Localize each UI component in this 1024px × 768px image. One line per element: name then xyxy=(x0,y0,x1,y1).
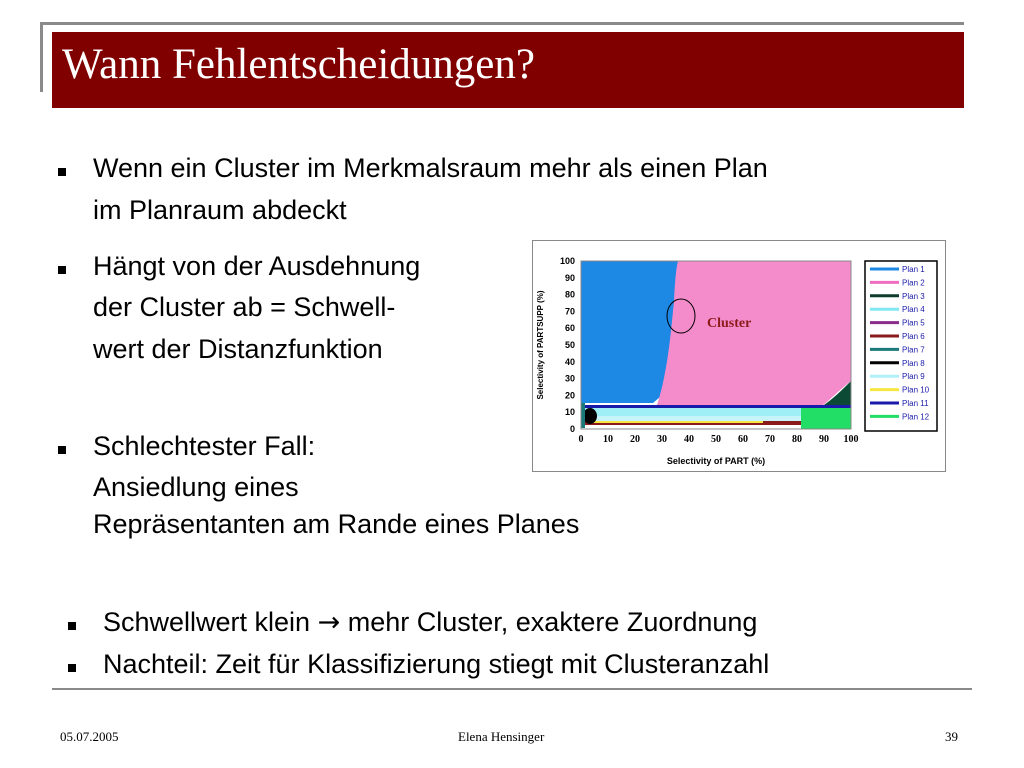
cluster-annotation: Cluster xyxy=(707,316,752,331)
legend-label: Plan 9 xyxy=(902,372,925,382)
bullet-1-line-1: Wenn ein Cluster im Merkmalsraum mehr als einen Plan xyxy=(93,153,768,183)
region-plan-12 xyxy=(801,407,851,429)
legend-label: Plan 12 xyxy=(902,412,930,422)
plan-diagram-svg xyxy=(533,241,945,471)
x-tick-label: 10 xyxy=(603,434,613,445)
x-tick-label: 60 xyxy=(738,434,748,445)
y-axis-ticks xyxy=(560,256,575,434)
bullet-1-line-2: im Planraum abdeckt xyxy=(93,195,347,225)
y-tick-label: 30 xyxy=(564,373,575,384)
x-tick-label: 90 xyxy=(819,434,829,445)
bullet-3-line-1: Schlechtester Fall: xyxy=(93,431,316,461)
legend-label: Plan 4 xyxy=(902,305,925,315)
legend-label: Plan 1 xyxy=(902,265,925,274)
legend-label: Plan 6 xyxy=(902,332,925,341)
x-tick-label: 0 xyxy=(578,434,584,445)
y-tick-label: 20 xyxy=(564,390,575,401)
y-tick-label: 60 xyxy=(564,323,575,334)
x-axis-ticks xyxy=(579,434,859,445)
arrow-right-icon: → xyxy=(317,607,341,638)
bullet-2-line-3: wert der Distanzfunktion xyxy=(93,334,383,364)
y-tick-label: 80 xyxy=(564,289,575,300)
bullet-marker xyxy=(58,266,66,274)
legend-label: Plan 10 xyxy=(902,385,930,395)
y-axis-label: Selectivity of PARTSUPP (%) xyxy=(536,290,545,400)
bullet-marker xyxy=(68,664,76,672)
x-tick-label: 70 xyxy=(765,434,775,445)
bullet-marker xyxy=(58,168,66,176)
bullet-4-before: Schwellwert klein xyxy=(103,607,311,637)
footer-date: 05.07.2005 xyxy=(60,729,119,744)
y-tick-label: 40 xyxy=(564,356,575,367)
y-tick-label: 10 xyxy=(564,407,575,418)
bullet-4-text xyxy=(103,604,757,641)
bullet-2-line-2: der Cluster ab = Schwell- xyxy=(93,292,396,322)
y-tick-label: 0 xyxy=(569,424,575,434)
legend-label: Plan 7 xyxy=(902,345,925,355)
frame-vertical-rule xyxy=(40,22,43,92)
region-plan-10 xyxy=(593,421,763,423)
x-tick-label: 30 xyxy=(657,434,667,445)
bullet-2-line-1: Hängt von der Ausdehnung xyxy=(93,251,421,281)
legend-label: Plan 8 xyxy=(902,358,925,368)
slide-title: Wann Fehlentscheidungen? xyxy=(62,41,535,88)
x-tick-label: 20 xyxy=(630,434,640,445)
x-axis-label: Selectivity of PART (%) xyxy=(666,456,766,466)
y-tick-label: 90 xyxy=(564,272,575,283)
region-plan-9 xyxy=(581,416,801,421)
bullet-marker xyxy=(68,622,76,630)
footer-rule xyxy=(52,688,972,690)
bullet-3-line-2: Ansiedlung eines xyxy=(93,472,299,502)
y-tick-label: 100 xyxy=(559,256,575,266)
region-plan-2 xyxy=(657,261,851,405)
region-plan-7 xyxy=(581,403,585,428)
legend-label: Plan 5 xyxy=(902,318,925,328)
x-tick-label: 40 xyxy=(684,434,694,445)
bullet-4-after: mehr Cluster, exaktere Zuordnung xyxy=(347,607,758,637)
plan-diagram-chart xyxy=(532,240,946,472)
bullet-3-line-3: Repräsentanten am Rande eines Planes xyxy=(93,509,580,539)
y-tick-label: 70 xyxy=(564,306,575,317)
bullet-5-text: Nachteil: Zeit für Klassifizierung stiegt mit Clusteranzahl xyxy=(103,649,770,679)
region-plan-8 xyxy=(583,408,597,424)
legend-label: Plan 11 xyxy=(902,399,929,408)
x-tick-label: 50 xyxy=(711,434,721,445)
y-tick-label: 50 xyxy=(564,340,575,350)
x-tick-label: 80 xyxy=(792,434,802,445)
region-plan-11 xyxy=(581,405,851,408)
frame-horizontal-rule xyxy=(40,22,964,25)
footer-page-number: 39 xyxy=(945,729,958,744)
x-tick-label: 100 xyxy=(843,434,859,445)
legend-label: Plan 2 xyxy=(902,278,925,288)
plan-regions xyxy=(581,261,851,429)
bullet-marker xyxy=(58,446,66,454)
legend-label: Plan 3 xyxy=(902,291,925,301)
footer-author: Elena Hensinger xyxy=(458,729,545,744)
